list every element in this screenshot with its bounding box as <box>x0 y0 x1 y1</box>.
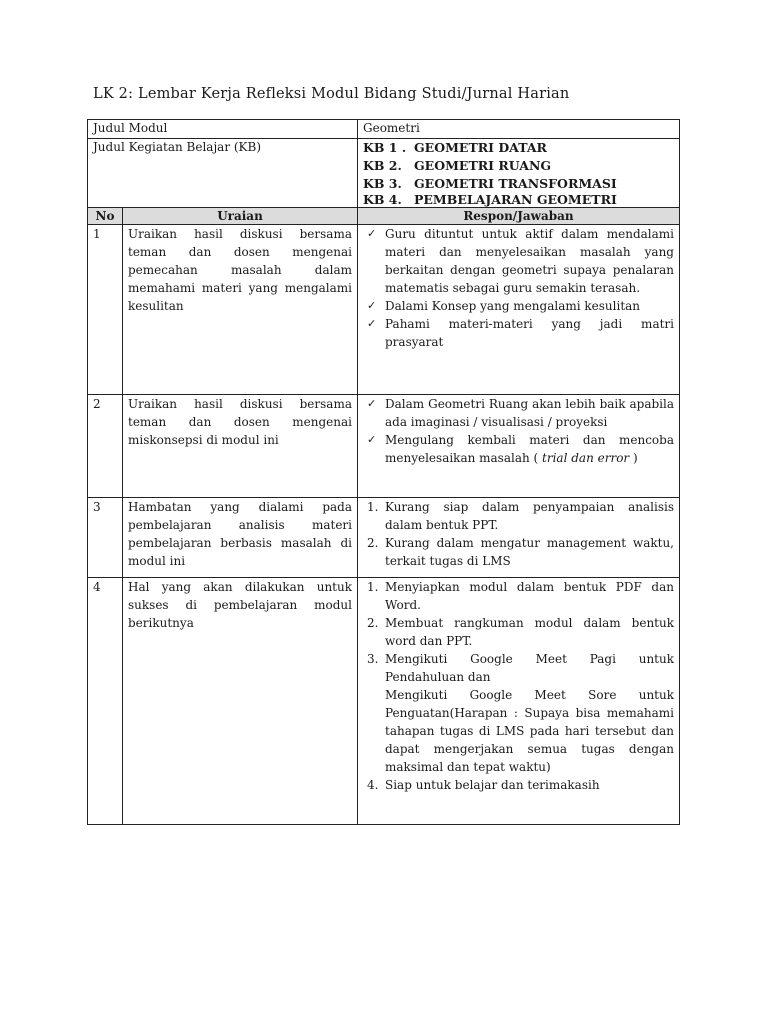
list-item: 1. Kurang siap dalam penyampaian analisis dalam bentuk PPT. <box>367 500 674 532</box>
row-number: 3 <box>88 498 123 578</box>
judul-kb-row <box>88 139 680 208</box>
row-number: 1 <box>88 225 123 395</box>
list-item: 2. Kurang dalam mengatur management waktu, terkait tugas di LMS <box>367 536 674 568</box>
judul-modul-value: Geometri <box>358 120 680 139</box>
row-respon <box>358 395 680 498</box>
row-respon <box>358 578 680 825</box>
kb-item: KB 4. PEMBELAJARAN GEOMETRI <box>363 192 617 207</box>
row-respon <box>358 225 680 395</box>
kb-item: KB 2. GEOMETRI RUANG <box>363 158 552 173</box>
judul-modul-label: Judul Modul <box>88 120 358 139</box>
col-uraian-header: Uraian <box>123 208 358 225</box>
check-icon: ✓ <box>367 397 377 410</box>
list-item: 2. Membuat rangkuman modul dalam bentuk word dan PPT. <box>367 616 674 648</box>
kb-item: KB 3. GEOMETRI TRANSFORMASI <box>363 176 617 191</box>
column-header-row <box>88 208 680 225</box>
reflection-table <box>87 119 680 825</box>
check-icon: ✓ <box>367 299 377 312</box>
table-row <box>88 578 680 825</box>
check-icon: ✓ <box>367 227 377 240</box>
list-item: 1. Menyiapkan modul dalam bentuk PDF dan Word. <box>367 580 674 612</box>
check-icon: ✓ <box>367 317 377 330</box>
list-item: ✓ Pahami materi-materi yang jadi matri prasyarat <box>367 317 674 349</box>
row-uraian: Hambatan yang dialami pada pembelajaran analisis materi pembelajaran berbasis masalah di modul ini <box>123 498 358 578</box>
table-row <box>88 395 680 498</box>
table-row <box>88 225 680 395</box>
kb-list <box>358 139 680 208</box>
judul-kb-label: Judul Kegiatan Belajar (KB) <box>88 139 358 208</box>
kb-item: KB 1 . GEOMETRI DATAR <box>363 140 547 155</box>
row-respon <box>358 498 680 578</box>
list-item: 4. Siap untuk belajar dan terimakasih <box>367 778 600 792</box>
document-title: LK 2: Lembar Kerja Refleksi Modul Bidang Studi/Jurnal Harian <box>93 86 570 102</box>
col-no-header: No <box>88 208 123 225</box>
row-number: 2 <box>88 395 123 498</box>
list-item: ✓ Mengulang kembali materi dan mencoba menyelesaikan masalah ( trial dan error ) <box>367 433 674 465</box>
row-number: 4 <box>88 578 123 825</box>
list-item: 3. Mengikuti Google Meet Pagi untuk Pendahuluan dan Mengikuti Google Meet Sore untuk Penguatan(Harapan : Supaya bisa memahami tahapan tugas di LMS pada hari tersebut dan dapat mengerjakan semua tugas dengan maksimal dan tepat waktu) <box>367 652 674 774</box>
col-respon-header: Respon/Jawaban <box>358 208 680 225</box>
check-icon: ✓ <box>367 433 377 446</box>
row-uraian: Uraikan hasil diskusi bersama teman dan dosen mengenai miskonsepsi di modul ini <box>123 395 358 498</box>
list-item: ✓ Dalam Geometri Ruang akan lebih baik apabila ada imaginasi / visualisasi / proyeksi <box>367 397 674 429</box>
row-uraian: Hal yang akan dilakukan untuk sukses di pembelajaran modul berikutnya <box>123 578 358 825</box>
list-item: ✓ Dalami Konsep yang mengalami kesulitan <box>367 299 641 313</box>
table-row <box>88 498 680 578</box>
row-uraian: Uraikan hasil diskusi bersama teman dan dosen mengenai pemecahan masalah dalam memahami materi yang mengalami kesulitan <box>123 225 358 395</box>
list-item: ✓ Guru dituntut untuk aktif dalam mendalami materi dan menyelesaikan masalah yang berkaitan dengan geometri supaya penalaran matematis sebagai guru semakin terasah. <box>367 227 674 295</box>
judul-modul-row <box>88 120 680 139</box>
